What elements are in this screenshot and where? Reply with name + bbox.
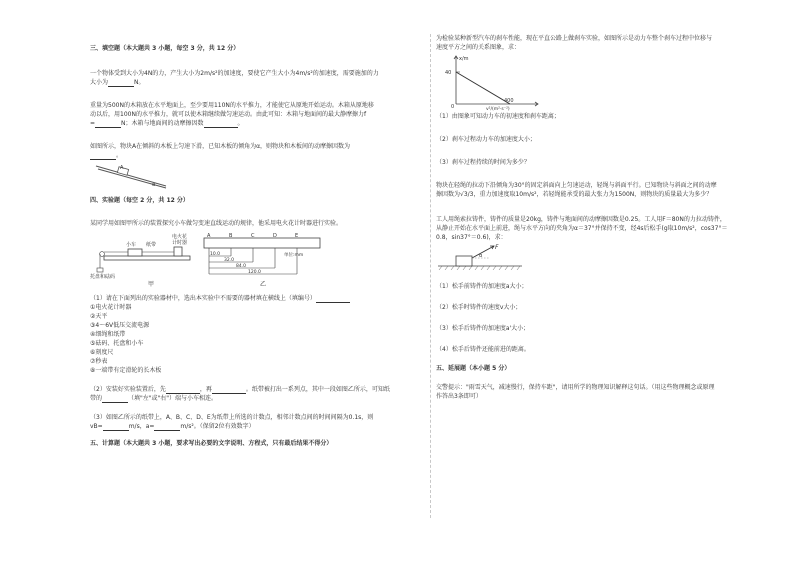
q3-text-1: 如图所示，物块A在倾斜的木板上匀速下滑，已知木板的倾角为α，则物块和木板间的动摩擦因数为 xyxy=(90,143,351,150)
section-6-title: 五、延展题（本小题 5 分） xyxy=(436,365,511,372)
svg-text:α: α xyxy=(479,253,483,259)
section-5-title: 五、计算题（本大题共 3 小题，要求写出必要的文字说明、方程式，只有最后结果不得分） xyxy=(90,440,333,447)
q4-2-blank-2[interactable] xyxy=(212,386,246,394)
svg-text:计时器: 计时器 xyxy=(172,240,188,246)
x-v2-graph xyxy=(442,52,542,112)
q7-text-2: 从静止开始在水平面上前进，绳与水平方向的夹角为α＝37°并保持不变，经4s后松手(g取10m/s²，cos37°＝ xyxy=(436,225,728,232)
q1-text-1: 一个物体受到大小为4N的力，产生大小为2m/s²的加速度，要使它产生大小为4m/s²的加速度，需要施加的力 xyxy=(90,70,379,77)
svg-text:0: 0 xyxy=(451,104,455,110)
q4-part1: （1）请在下面列出的实验器材中，选出本实验中不需要的器材填在横线上（填编号） xyxy=(90,294,420,303)
option-8: ⑧一端带有定滑轮的长木板 xyxy=(90,367,162,374)
svg-text:托盘和砝码: 托盘和砝码 xyxy=(90,274,116,280)
svg-text:D: D xyxy=(273,233,277,239)
q5-text-2: 速度平方之间的关系图象，求： xyxy=(436,44,521,51)
q1-answer-blank[interactable] xyxy=(108,79,134,87)
q4-1-answer-blank[interactable] xyxy=(316,295,350,303)
svg-text:甲: 甲 xyxy=(148,281,155,288)
svg-text:电火花: 电火花 xyxy=(172,234,188,240)
svg-text:v²/(m²·s⁻²): v²/(m²·s⁻²) xyxy=(486,107,510,112)
q4-2-blank-3[interactable] xyxy=(102,395,128,403)
svg-text:A: A xyxy=(207,233,211,239)
svg-text:纸带: 纸带 xyxy=(146,242,157,248)
q2-text-1: 重量为500N的木箱放在水平地面上，至少要用110N的水平推力，才能使它从原地开始运动。木箱从原地移 xyxy=(90,102,374,109)
q2-text-2: 动以后，用100N的水平推力，就可以使木箱继续做匀速运动。由此可知：木箱与地面间的最大静摩擦力f xyxy=(90,111,367,118)
left-column xyxy=(90,44,420,448)
block-label: A xyxy=(120,165,124,171)
q1-text-2: 大小为 N。 xyxy=(90,79,145,86)
q7-part3: （3）松手后铸件的加速度a'大小； xyxy=(436,325,530,332)
q6-text-2: 擦因数为√3/3，重力加速度取10m/s²，若轻绳能承受的最大张力为1500N，则物块的质量最大为多少？ xyxy=(436,191,713,198)
q7-part2: （2）松手时铸件的速度v大小； xyxy=(436,304,522,311)
q2-text-3: = N；木箱与地面间的动摩擦因数 。 xyxy=(90,120,244,127)
svg-text:小车: 小车 xyxy=(126,242,137,248)
svg-text:B: B xyxy=(229,233,233,239)
q6-text-1: 物块在轻绳的拉动下沿倾角为30°的固定斜面向上匀速运动，轻绳与斜面平行。已知物块与斜面之间的动摩 xyxy=(436,182,717,189)
q2-answer-blank-2[interactable] xyxy=(204,120,238,128)
q4-part2-line2: 带的 （填"左"或"右"）端与小车相连。 xyxy=(90,395,218,402)
q4-2-blank-1[interactable] xyxy=(166,386,200,394)
q4-part3-line1: （3）如图乙所示的纸带上，A、B、C、D、E为纸带上所选的计数点，相邻计数点间的时间间隔为0.1s，则 xyxy=(90,414,374,421)
svg-text:单位:mm: 单位:mm xyxy=(284,253,304,258)
option-6: ⑥刻度尺 xyxy=(90,349,114,356)
q8-text-1: 交警提示："雨雪天气，减速慢行，保持车距"，请用所学的物理知识解释这句话。（用这些物理概念或原理 xyxy=(436,384,715,391)
q5-text-1: 为检验某种新型汽车的刹车性能，现在平直公路上做刹车实验，如图所示是动力车整个刹车过程中位移与 xyxy=(436,35,713,42)
q7-text-1: 工人用绳索拉铸件，铸件的质量是20kg，铸件与地面间的动摩擦因数是0.25。工人用F＝80N的力拉动铸件， xyxy=(436,216,726,223)
casting-figure xyxy=(436,242,526,276)
q8-text-2: 作答出3条即可） xyxy=(436,393,482,400)
svg-text:10.0: 10.0 xyxy=(210,252,221,257)
q7-part1: （1）松手前铸件的加速度a大小； xyxy=(436,283,528,290)
svg-text:84.0: 84.0 xyxy=(236,264,247,269)
svg-text:乙: 乙 xyxy=(260,281,267,288)
option-2: ②天平 xyxy=(90,313,108,320)
right-column xyxy=(436,34,776,401)
svg-text:E: E xyxy=(295,233,299,239)
option-1: ①电火花计时器 xyxy=(90,304,132,311)
option-7: ⑦秒表 xyxy=(90,358,108,365)
q5-part3: （3）刹车过程持续的时间为多少？ xyxy=(436,159,530,166)
q4-intro: 某同学用如图甲所示的装置探究小车做匀变速直线运动的规律，他采用电火花计时器进行实验。 xyxy=(90,220,343,227)
q4-part2-line1: （2）安装好实验装置后，先 ，再 。纸带被打出一系列点，其中一段如图乙所示，可知纸 xyxy=(90,386,390,393)
experiment-figures xyxy=(90,232,420,288)
svg-text:C: C xyxy=(251,233,255,239)
section-3-title: 三、填空题（本大题共 3 小题，每空 3 分，共 12 分） xyxy=(90,45,240,52)
option-4: ④细绳和纸带 xyxy=(90,331,126,338)
svg-text:x/m: x/m xyxy=(459,56,469,62)
q5-part1: （1）由图象可知动力车的初速度和刹车距离； xyxy=(436,113,560,120)
angle-label: α xyxy=(152,182,156,188)
incline-figure xyxy=(90,160,170,190)
figure-a-apparatus xyxy=(90,232,200,288)
q4-3-blank-2[interactable] xyxy=(154,423,180,431)
q7-part4: （4）松手后铸件还能前进的距离。 xyxy=(436,346,530,353)
q4-part3-line2: vB= m/s，a= m/s²。（保留2位有效数字） xyxy=(90,423,255,430)
svg-text:40: 40 xyxy=(445,70,452,76)
svg-text:400: 400 xyxy=(504,98,514,104)
q3-text-2: 。 xyxy=(90,151,420,160)
option-5: ⑤砝码、托盘和小车 xyxy=(90,340,144,347)
q7-text-3: 0.8，sin37°＝0.6)，求： xyxy=(436,234,507,241)
section-4-title: 四、实验题（每空 2 分，共 12 分） xyxy=(90,197,189,204)
q2-answer-blank-1[interactable] xyxy=(95,120,121,128)
svg-text:120.0: 120.0 xyxy=(248,270,261,275)
svg-text:32.0: 32.0 xyxy=(224,258,235,263)
figure-b-tape xyxy=(202,232,322,288)
svg-text:F: F xyxy=(495,244,499,251)
q4-3-blank-1[interactable] xyxy=(103,423,129,431)
q5-part2: （2）刹车过程动力车的加速度大小； xyxy=(436,136,536,143)
q3-answer-blank[interactable] xyxy=(90,152,116,160)
option-3: ③4～6V低压交流电源 xyxy=(90,322,150,329)
column-divider xyxy=(430,34,431,518)
